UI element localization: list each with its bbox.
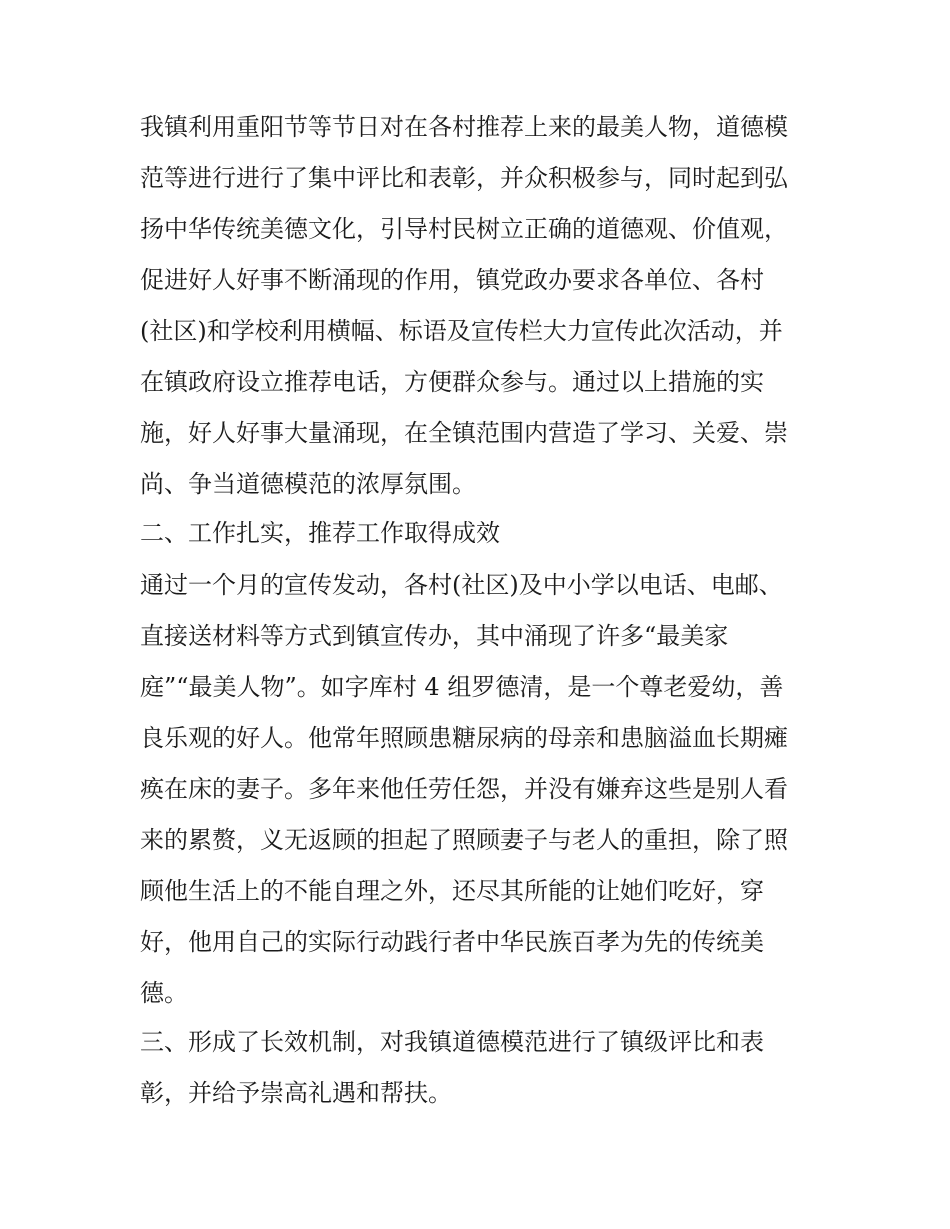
- paragraph-line: 顾他生活上的不能自理之外，还尽其所能的让她们吃好，穿: [140, 877, 764, 905]
- paragraph-line: 施，好人好事大量涌现，在全镇范围内营造了学习、关爱、崇: [140, 419, 788, 447]
- section-heading: 三、形成了长效机制，对我镇道德模范进行了镇级评比和表: [140, 1028, 764, 1056]
- paragraph-line: 扬中华传统美德文化，引导村民树立正确的道德观、价值观，: [140, 215, 788, 243]
- paragraph-line: 尚、争当道德模范的浓厚氛围。: [140, 470, 476, 498]
- paragraph-line: 范等进行进行了集中评比和表彰，并众积极参与，同时起到弘: [140, 164, 788, 192]
- paragraph-line: 德。: [140, 979, 188, 1007]
- paragraph-line: 庭”“最美人物”。如字库村 4 组罗德清，是一个尊老爱幼，善: [140, 673, 784, 701]
- paragraph-line: 在镇政府设立推荐电话，方便群众参与。通过以上措施的实: [140, 368, 764, 396]
- paragraph-line: 我镇利用重阳节等节日对在各村推荐上来的最美人物，道德模: [140, 113, 788, 141]
- paragraph-line: 痪在床的妻子。多年来他任劳任怨，并没有嫌弃这些是别人看: [140, 775, 788, 803]
- paragraph-line: 促进好人好事不断涌现的作用，镇党政办要求各单位、各村: [140, 266, 764, 294]
- paragraph-line: 来的累赘，义无返顾的担起了照顾妻子与老人的重担，除了照: [140, 826, 788, 854]
- paragraph-line: 直接送材料等方式到镇宣传办，其中涌现了许多“最美家: [140, 622, 729, 650]
- paragraph-line: 好，他用自己的实际行动践行者中华民族百孝为先的传统美: [140, 928, 764, 956]
- paragraph-line: (社区)和学校利用横幅、标语及宣传栏大力宣传此次活动，并: [140, 317, 783, 345]
- paragraph-line: 良乐观的好人。他常年照顾患糖尿病的母亲和患脑溢血长期瘫: [140, 724, 788, 752]
- section-heading: 二、工作扎实，推荐工作取得成效: [140, 519, 500, 547]
- paragraph-line: 彰，并给予崇高礼遇和帮扶。: [140, 1079, 452, 1107]
- paragraph-line: 通过一个月的宣传发动，各村(社区)及中小学以电话、电邮、: [140, 571, 783, 599]
